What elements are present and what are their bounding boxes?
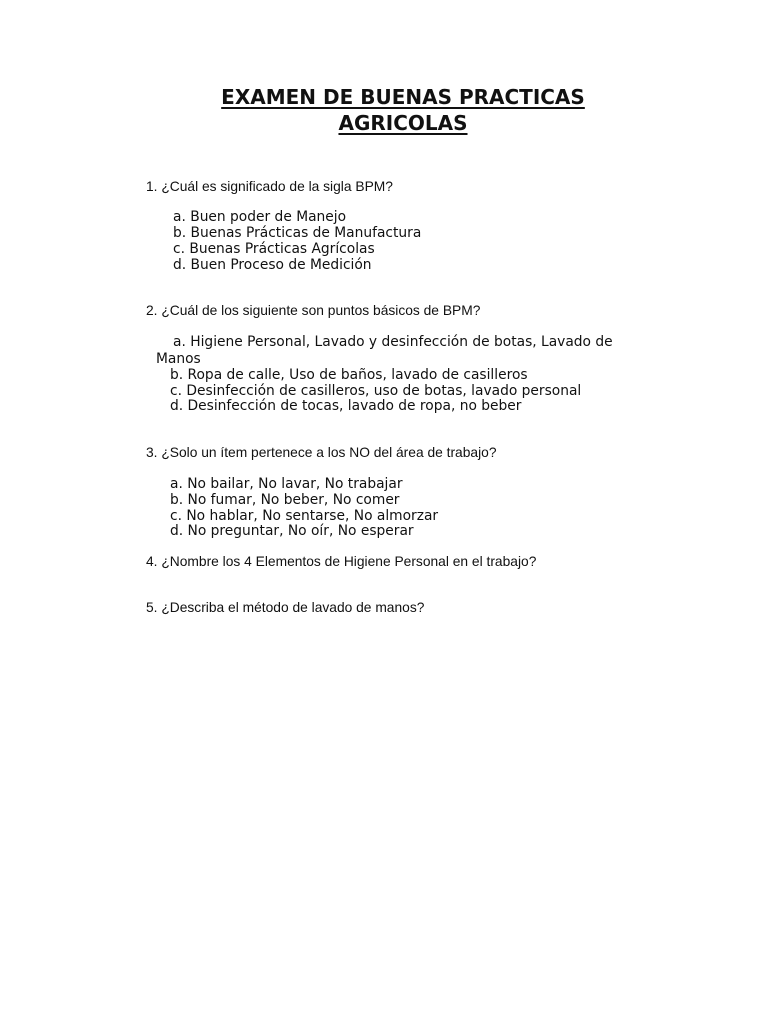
question-2-option-a-continuation: Manos (156, 351, 201, 367)
question-2-option-b: b. Ropa de calle, Uso de baños, lavado de casilleros (170, 367, 528, 383)
question-3-option-d: d. No preguntar, No oír, No esperar (170, 523, 414, 539)
question-3: 3. ¿Solo un ítem pertenece a los NO del área de trabajo? (146, 445, 497, 460)
question-3-option-c: c. No hablar, No sentarse, No almorzar (170, 508, 439, 524)
title-line-2: AGRICOLAS (338, 111, 468, 135)
question-2-option-a: a. Higiene Personal, Lavado y desinfección de botas, Lavado de (173, 334, 613, 350)
document-title (140, 84, 666, 136)
question-2: 2. ¿Cuál de los siguiente son puntos básicos de BPM? (146, 303, 481, 318)
title-line-1: EXAMEN DE BUENAS PRACTICAS (221, 85, 585, 109)
question-1-option-b: b. Buenas Prácticas de Manufactura (173, 225, 422, 241)
question-3-option-b: b. No fumar, No beber, No comer (170, 492, 400, 508)
question-3-option-a: a. No bailar, No lavar, No trabajar (170, 476, 403, 492)
question-2-option-c: c. Desinfección de casilleros, uso de botas, lavado personal (170, 383, 582, 399)
question-1-option-d: d. Buen Proceso de Medición (173, 257, 372, 273)
question-5: 5. ¿Describa el método de lavado de manos? (146, 600, 425, 615)
question-4: 4. ¿Nombre los 4 Elementos de Higiene Personal en el trabajo? (146, 554, 537, 569)
question-1-option-c: c. Buenas Prácticas Agrícolas (173, 241, 375, 257)
question-1-option-a: a. Buen poder de Manejo (173, 209, 347, 225)
question-2-option-d: d. Desinfección de tocas, lavado de ropa, no beber (170, 398, 522, 414)
question-1: 1. ¿Cuál es significado de la sigla BPM? (146, 179, 393, 194)
